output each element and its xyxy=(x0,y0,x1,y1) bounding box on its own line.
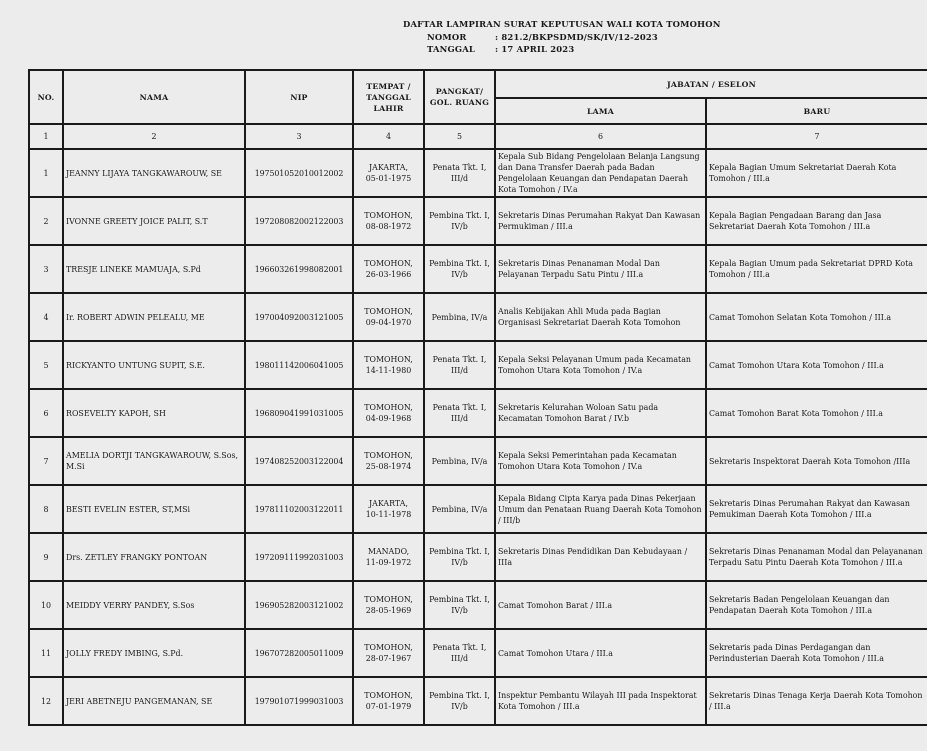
cell-jabatan-baru: Sekretaris pada Dinas Perdagangan dan Perindusterian Daerah Kota Tomohon / III.a xyxy=(706,629,927,677)
cell-jabatan-baru: Sekretaris Badan Pengelolaan Keuangan dan Pendapatan Daerah Kota Tomohon / III.a xyxy=(706,581,927,629)
cell-tempat-tanggal-lahir xyxy=(353,485,424,533)
cell-tempat-tanggal-lahir xyxy=(353,293,424,341)
column-number-row xyxy=(29,124,927,149)
table-row xyxy=(29,581,927,629)
table-row xyxy=(29,437,927,485)
cell-tempat-tanggal-lahir xyxy=(353,149,424,197)
cell-tempat: MANADO, xyxy=(367,547,410,556)
table-row xyxy=(29,341,927,389)
cell-jabatan-lama: Kepala Seksi Pemerintahan pada Kecamatan Tomohon Utara Kota Tomohon / IV.a xyxy=(495,437,706,485)
cell-tempat-tanggal-lahir xyxy=(353,533,424,581)
cell-nip: 197004092003121005 xyxy=(245,293,353,341)
cell-jabatan-lama: Analis Kebijakan Ahli Muda pada Bagian Organisasi Sekretariat Daerah Kota Tomohon xyxy=(495,293,706,341)
table-row xyxy=(29,149,927,197)
cell-tempat-tanggal-lahir xyxy=(353,245,424,293)
header-nip: NIP xyxy=(245,70,353,124)
cell-nama: Drs. ZETLEY FRANGKY PONTOAN xyxy=(63,533,245,581)
cell-tempat: TOMOHON, xyxy=(364,307,413,316)
cell-no: 8 xyxy=(29,485,63,533)
cell-no: 11 xyxy=(29,629,63,677)
cell-nama: RICKYANTO UNTUNG SUPIT, S.E. xyxy=(63,341,245,389)
cell-nip: 197408252003122004 xyxy=(245,437,353,485)
cell-tempat: TOMOHON, xyxy=(364,643,413,652)
column-number: 4 xyxy=(353,124,424,149)
cell-jabatan-baru: Sekretaris Inspektorat Daerah Kota Tomohon /IIIa xyxy=(706,437,927,485)
cell-tempat: TOMOHON, xyxy=(364,211,413,220)
nomor-line xyxy=(427,32,658,42)
cell-pangkat: Pembina, IV/a xyxy=(424,293,495,341)
cell-tanggal: 04-09-1968 xyxy=(365,414,412,423)
cell-jabatan-lama: Camat Tomohon Barat / III.a xyxy=(495,581,706,629)
cell-pangkat: Penata Tkt. I, III/d xyxy=(424,629,495,677)
column-number: 3 xyxy=(245,124,353,149)
cell-no: 6 xyxy=(29,389,63,437)
cell-tanggal: 11-09-1972 xyxy=(365,558,412,567)
table-row xyxy=(29,485,927,533)
cell-tanggal: 10-11-1978 xyxy=(365,510,412,519)
cell-tempat: JAKARTA, xyxy=(369,499,408,508)
cell-jabatan-lama: Inspektur Pembantu Wilayah III pada Inspektorat Kota Tomohon / III.a xyxy=(495,677,706,725)
cell-jabatan-lama: Sekretaris Dinas Penanaman Modal Dan Pelayanan Terpadu Satu Pintu / III.a xyxy=(495,245,706,293)
cell-tanggal: 26-03-1966 xyxy=(365,270,412,279)
column-number: 2 xyxy=(63,124,245,149)
cell-nip: 198011142006041005 xyxy=(245,341,353,389)
cell-jabatan-lama: Camat Tomohon Utara / III.a xyxy=(495,629,706,677)
cell-no: 2 xyxy=(29,197,63,245)
cell-tanggal: 07-01-1979 xyxy=(365,702,412,711)
cell-tempat: TOMOHON, xyxy=(364,451,413,460)
cell-pangkat: Pembina Tkt. I, IV/b xyxy=(424,677,495,725)
table-row xyxy=(29,533,927,581)
cell-jabatan-baru: Kepala Bagian Umum Sekretariat Daerah Kota Tomohon / III.a xyxy=(706,149,927,197)
cell-pangkat: Pembina Tkt. I, IV/b xyxy=(424,581,495,629)
header-no: NO. xyxy=(29,70,63,124)
cell-tempat-tanggal-lahir xyxy=(353,629,424,677)
cell-jabatan-lama: Kepala Bidang Cipta Karya pada Dinas Pekerjaan Umum dan Penataan Ruang Daerah Kota Tomohon / III/b xyxy=(495,485,706,533)
cell-nama: TRESJE LINEKE MAMUAJA, S.Pd xyxy=(63,245,245,293)
cell-tempat: TOMOHON, xyxy=(364,691,413,700)
cell-nama: JERI ABETNEJU PANGEMANAN, SE xyxy=(63,677,245,725)
cell-tanggal: 28-05-1969 xyxy=(365,606,412,615)
tanggal-value: : 17 APRIL 2023 xyxy=(495,44,575,54)
header-tempat-tanggal-lahir: TEMPAT / TANGGAL LAHIR xyxy=(353,70,424,124)
cell-nama: MEIDDY VERRY PANDEY, S.Sos xyxy=(63,581,245,629)
tanggal-label: TANGGAL xyxy=(427,44,476,54)
cell-nama: JOLLY FREDY IMBING, S.Pd. xyxy=(63,629,245,677)
column-number: 1 xyxy=(29,124,63,149)
cell-pangkat: Pembina Tkt. I, IV/b xyxy=(424,197,495,245)
cell-nip: 197209111992031003 xyxy=(245,533,353,581)
header-baru: BARU xyxy=(706,98,927,124)
cell-tempat-tanggal-lahir xyxy=(353,677,424,725)
cell-nip: 196707282005011009 xyxy=(245,629,353,677)
cell-pangkat: Penata Tkt. I, III/d xyxy=(424,389,495,437)
cell-tempat-tanggal-lahir xyxy=(353,437,424,485)
nomor-label: NOMOR xyxy=(427,32,467,42)
table-row xyxy=(29,629,927,677)
table-row xyxy=(29,197,927,245)
table-row xyxy=(29,245,927,293)
cell-nip: 197901071999031003 xyxy=(245,677,353,725)
cell-no: 3 xyxy=(29,245,63,293)
table-body xyxy=(29,149,927,725)
cell-no: 7 xyxy=(29,437,63,485)
nomor-value: : 821.2/BKPSDMD/SK/IV/12-2023 xyxy=(495,32,658,42)
cell-nama: IVONNE GREETY JOICE PALIT, S.T xyxy=(63,197,245,245)
cell-no: 12 xyxy=(29,677,63,725)
cell-pangkat: Pembina, IV/a xyxy=(424,437,495,485)
cell-tempat-tanggal-lahir xyxy=(353,341,424,389)
header-jabatan-eselon: JABATAN / ESELON xyxy=(495,70,927,98)
cell-jabatan-baru: Camat Tomohon Utara Kota Tomohon / III.a xyxy=(706,341,927,389)
cell-nip: 196603261998082001 xyxy=(245,245,353,293)
cell-tanggal: 08-08-1972 xyxy=(365,222,412,231)
cell-jabatan-baru: Sekretaris Dinas Tenaga Kerja Daerah Kota Tomohon / III.a xyxy=(706,677,927,725)
cell-jabatan-baru: Sekretaris Dinas Penanaman Modal dan Pelayananan Terpadu Satu Pintu Daerah Kota Tomohon / III.a xyxy=(706,533,927,581)
cell-nama: ROSEVELTY KAPOH, SH xyxy=(63,389,245,437)
cell-nip: 197208082002122003 xyxy=(245,197,353,245)
table-row xyxy=(29,293,927,341)
cell-no: 10 xyxy=(29,581,63,629)
table-row xyxy=(29,389,927,437)
document-title: DAFTAR LAMPIRAN SURAT KEPUTUSAN WALI KOTA TOMOHON xyxy=(403,19,721,29)
cell-tanggal: 25-08-1974 xyxy=(365,462,412,471)
column-number: 7 xyxy=(706,124,927,149)
column-number: 5 xyxy=(424,124,495,149)
cell-jabatan-lama: Sekretaris Dinas Pendidikan Dan Kebudayaan / IIIa xyxy=(495,533,706,581)
header-nama: NAMA xyxy=(63,70,245,124)
cell-pangkat: Pembina Tkt. I, IV/b xyxy=(424,245,495,293)
cell-nama: BESTI EVELIN ESTER, ST,MSi xyxy=(63,485,245,533)
cell-tempat: TOMOHON, xyxy=(364,595,413,604)
cell-tempat: TOMOHON, xyxy=(364,403,413,412)
lampiran-table xyxy=(28,69,927,726)
cell-jabatan-baru: Camat Tomohon Barat Kota Tomohon / III.a xyxy=(706,389,927,437)
table-header xyxy=(29,70,927,149)
column-number: 6 xyxy=(495,124,706,149)
cell-nama: AMELIA DORTJI TANGKAWAROUW, S.Sos, M.Si xyxy=(63,437,245,485)
cell-jabatan-lama: Sekretaris Kelurahan Woloan Satu pada Kecamatan Tomohon Barat / IV.b xyxy=(495,389,706,437)
cell-no: 9 xyxy=(29,533,63,581)
cell-tanggal: 28-07-1967 xyxy=(365,654,412,663)
cell-tempat: TOMOHON, xyxy=(364,259,413,268)
cell-tempat-tanggal-lahir xyxy=(353,581,424,629)
cell-nama: JEANNY LIJAYA TANGKAWAROUW, SE xyxy=(63,149,245,197)
cell-tempat: TOMOHON, xyxy=(364,355,413,364)
cell-nip: 196905282003121002 xyxy=(245,581,353,629)
cell-nama: Ir. ROBERT ADWIN PELEALU, ME xyxy=(63,293,245,341)
cell-no: 5 xyxy=(29,341,63,389)
cell-pangkat: Penata Tkt. I, III/d xyxy=(424,149,495,197)
header-lama: LAMA xyxy=(495,98,706,124)
cell-tanggal: 09-04-1970 xyxy=(365,318,412,327)
cell-nip: 197811102003122011 xyxy=(245,485,353,533)
cell-pangkat: Pembina, IV/a xyxy=(424,485,495,533)
cell-tempat: JAKARTA, xyxy=(369,163,408,172)
cell-jabatan-baru: Camat Tomohon Selatan Kota Tomohon / III.a xyxy=(706,293,927,341)
cell-nip: 196809041991031005 xyxy=(245,389,353,437)
tanggal-line xyxy=(427,44,574,54)
cell-no: 1 xyxy=(29,149,63,197)
cell-tempat-tanggal-lahir xyxy=(353,197,424,245)
cell-jabatan-baru: Kepala Bagian Pengadaan Barang dan Jasa Sekretariat Daerah Kota Tomohon / III.a xyxy=(706,197,927,245)
cell-jabatan-baru: Sekretaris Dinas Perumahan Rakyat dan Kawasan Pemukiman Daerah Kota Tomohon / III.a xyxy=(706,485,927,533)
cell-pangkat: Pembina Tkt. I, IV/b xyxy=(424,533,495,581)
cell-pangkat: Penata Tkt. I, III/d xyxy=(424,341,495,389)
cell-tempat-tanggal-lahir xyxy=(353,389,424,437)
cell-tanggal: 05-01-1975 xyxy=(365,174,412,183)
table-row xyxy=(29,677,927,725)
cell-jabatan-lama: Kepala Seksi Pelayanan Umum pada Kecamatan Tomohon Utara Kota Tomohon / IV.a xyxy=(495,341,706,389)
cell-jabatan-lama: Kepala Sub Bidang Pengelolaan Belanja Langsung dan Dana Transfer Daerah pada Badan Pengelolaan Keuangan dan Pendapatan Daerah Kota Tomohon / IV.a xyxy=(495,149,706,197)
cell-no: 4 xyxy=(29,293,63,341)
cell-nip: 197501052010012002 xyxy=(245,149,353,197)
cell-jabatan-lama: Sekretaris Dinas Perumahan Rakyat Dan Kawasan Permukiman / III.a xyxy=(495,197,706,245)
header-pangkat-gol: PANGKAT/ GOL. RUANG xyxy=(424,70,495,124)
cell-jabatan-baru: Kepala Bagian Umum pada Sekretariat DPRD Kota Tomohon / III.a xyxy=(706,245,927,293)
cell-tanggal: 14-11-1980 xyxy=(365,366,412,375)
